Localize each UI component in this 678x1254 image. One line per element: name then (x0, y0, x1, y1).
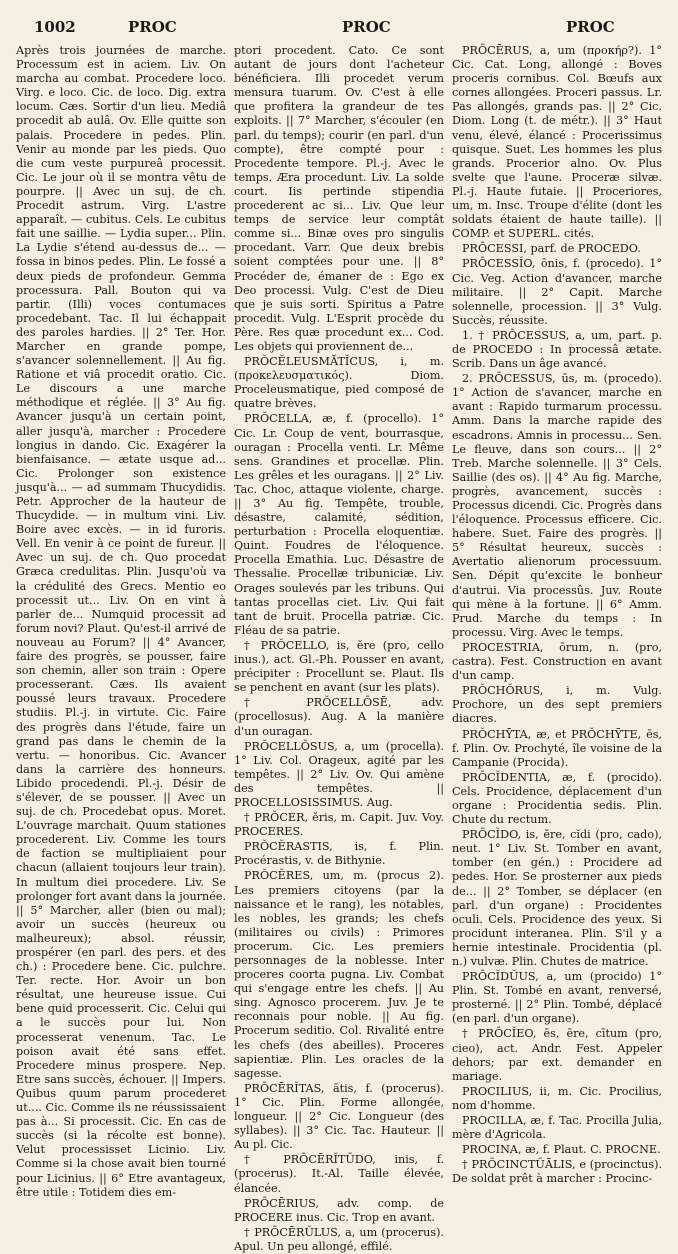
dictionary-entry: PRŎCHŎRUS, i, m. Vulg. Prochore, un des sept premiers diacres. (452, 684, 662, 726)
dictionary-entry: PRŌCĒRUS, a, um (προκήρ?). 1° Cic. Cat. Long, allongé : Boves proceris cornibus. Col. Bœufs aux cornes allongées. Proceri passus. Lr. Pas allongés, grands pas. || 2° Cic. Diom. Long (t. de métr.). || 3° Haut venu, élevé, élancé : Procerissimus quisque. Suet. Les hommes les plus grands. Procerior alno. Ov. Plus svelte que l'aune. Proceræ silvæ. Pl.-j. Haute futaie. || Proceriores, um, m. Insc. Troupe d'élite (dont les soldats étaient de haute taille). || COMP. et SUPERL. cités. (452, 44, 662, 241)
dictionary-entry: † PRŎCELLŌSĒ, adv. (procellosus). Aug. A la manière d'un ouragan. (234, 696, 444, 738)
column-right (452, 44, 662, 1186)
dictionary-entry: PRŌCĬDO, is, ĕre, cĭdi (pro, cado), neut. 1° Liv. St. Tomber en avant, tomber (en gén.) : Procidere ad pedes. Hor. Se prosterner aux pieds de... || 2° Tomber, se déplacer (en parl. d'un organe) : Procidentes oculi. Cels. Procidence des yeux. Si procidunt interanea. Plin. S'il y a hernie intestinale. Procidentia (pl. n.) vulvæ. Plin. Chutes de matrice. (452, 828, 662, 968)
dictionary-entry: PRŌCĒRIUS, adv. comp. de PROCERE inus. Cic. Trop en avant. (234, 1196, 444, 1224)
dictionary-entry: PRŎCĔLEUSMĂTĬCUS, i, m. (προκελευσματικός). Diom. Proceleusmatique, pied composé de quatre brèves. (234, 355, 444, 411)
running-head-center: PROC (342, 18, 391, 36)
running-head-left: PROC (128, 18, 177, 36)
running-head-right: PROC (566, 18, 615, 36)
dictionary-entry: PRŎCELLA, æ, f. (procello). 1° Cic. Lr. Coup de vent, bourrasque, ouragan : Procella venti. Lr. Même sens. Grandines et procellæ. Plin. Les grêles et les ouragans. || 2° Liv. Tac. Choc, attaque violente, charge. || 3° Au fig. Tempête, trouble, désastre, calamité, sédition, perturbation : Procella eloquentiæ. Quint. Foudres de l'éloquence. Procella Emathia. Luc. Désastre de Thessalie. Procellæ tribuniciæ. Liv. Orages soulevés par les tribuns. Qui tantas procellas ciet. Liv. Qui fait tant de bruit. Procella patriæ. Cic. Fléau de sa patrie. (234, 412, 444, 637)
dictionary-entry: PRŎCĔRASTIS, is, f. Plin. Procérastis, v. de Bithynie. (234, 840, 444, 868)
dictionary-entry: † PRŌCINCTŪĀLIS, e (procinctus). De soldat prêt à marcher : Procinc- (452, 1158, 662, 1186)
dictionary-entry: 1. † PRŌCESSUS, a, um, part. p. de PROCEDO : In processâ ætate. Scrib. Dans un âge avancé. (452, 328, 662, 371)
dictionary-entry: PRŎCĔRES, um, m. (procus 2). Les premiers citoyens (par la naissance et le rang), les notables, les nobles, les grands; les chefs (militaires ou civils) : Primores procerum. Cic. Les premiers personnages de la noblesse. Inter proceres coorta pugna. Liv. Combat qui s'engage entre les chefs. || Au sing. Agnosco procerem. Juv. Je te reconnais pour noble. || Au fig. Procerum seditio. Col. Rivalité entre les chefs (des abeilles). Proceres sapientiæ. Plin. Les oracles de la sagesse. (234, 869, 444, 1080)
dictionary-entry: PRŌCESSI, parf. de PROCEDO. (462, 242, 641, 256)
dictionary-entry: PRŌCĬDŬUS, a, um (procido) 1° Plin. St. Tombé en avant, renversé, prosterné. || 2° Plin. Tombé, déplacé (en parl. d'un organe). (452, 970, 662, 1026)
running-head (16, 18, 662, 40)
dictionary-entry: PROCILIUS, ii, m. Cic. Procilius, nom d'homme. (452, 1084, 662, 1112)
page-number: 1002 (34, 18, 76, 36)
dictionary-entry: 2. PRŌCESSUS, ūs, m. (procedo). 1° Action de s'avancer, marche en avant : Rapido turmarum processu. Amm. Dans la marche rapide des escadrons. Amnis in processu... Sen. Le fleuve, dans son cours... || 2° Treb. Marche solennelle. || 3° Cels. Saillie (des os). || 4° Au fig. Marche, progrès, avancement, succès : Processus dicendi. Cic. Progrès dans l'éloquence. Processus efficere. Cic. habere. Suet. Faire des progrès. || 5° Résultat heureux, succès : Avertatio alienorum processuum. Sen. Dépit qu'excite le bonheur d'autrui. Via processûs. Juv. Route qui mène à la fortune. || 6° Amm. Prud. Marche du temps : In processu. Virg. Avec le temps. (452, 372, 662, 639)
text-columns (16, 44, 662, 1253)
entry-text: Après trois journées de marche. Processum est in aciem. Liv. On marcha au combat. Procedere loco. Virg. e loco. Cic. de loco. Dig. extra locum. Cæs. Sortir d'un lieu. Mediâ procedit ab aulâ. Ov. Elle quitte son palais. Procedere in pedes. Plin. Venir au monde par les pieds. Quo die cum veste purpureâ processit. Cic. Le jour où il se montra vêtu de pourpre. || Avec un suj. de ch. Procedit astrum. Virg. L'astre apparaît. — cubitus. Cels. Le cubitus fait une saillie. — Lydia super... Plin. La Lydie s'étend au-dessus de... — fossa in binos pedes. Plin. Le fossé a deux pieds de profondeur. Gemma processura. Pall. Bouton qui va partir. (Illi) voces contumaces procedebant. Tac. Il lui échappait des paroles hardies. || 2° Ter. Hor. Marcher en grande pompe, s'avancer solennellement. || Au fig. Ratione et viâ procedit oratio. Cic. Le discours a une marche méthodique et réglée. || 3° Au fig. Avancer jusqu'à un certain point, aller jusqu'à, marcher : Procedere longius in dando. Cic. Exagérer la bienfaisance. — ætate usque ad... Cic. Prolonger son existence jusqu'à... — ad summam Thucydidis. Petr. Approcher de la hauteur de Thucydide. — in multum vini. Liv. Boire avec excès. — in id furoris. Vell. En venir à ce point de fureur. || Avec un suj. de ch. Quo procedat Græca credulitas. Plin. Jusqu'où va la crédulité des Grecs. Mentio eo processit ut... Liv. On en vint à parler de... Numquid processit ad forum novi? Plaut. Qu'est-il arrivé de nouveau au Forum? || 4° Avancer, faire des progrès, se pousser, faire son chemin, aller son train : Opere processerant. Cæs. Ils avaient poussé leurs travaux. Procedere studiis. Pl.-j. in virtute. Cic. Faire des progrès dans l'étude, faire un grand pas dans le chemin de la vertu. — honoribus. Cic. Avancer dans la carrière des honneurs. Libido procedendi. Pl.-j. Désir de s'élever, de se pousser. || Avec un suj. de ch. Procedebat opus. Moret. L'ouvrage marchait. Quum stationes procederent. Liv. Comme les tours de faction se multipliaient pour chacun (allaient toujours leur train). In multum diei procedere. Liv. Se prolonger fort avant dans la journée. || 5° Marcher, aller (bien ou mal); avoir un succès (heureux ou malheureux); absol. réussir, prospérer (en parl. des pers. et des ch.) : Procedere bene. Cic. pulchre. Ter. recte. Hor. Avoir un bon résultat, une heureuse issue. Cui bene quid processerit. Cic. Celui qui a le succès pour lui. Non processerat venenum. Tac. Le poison avait été sans effet. Procedere minus prospere. Nep. Etre sans succès, échouer. || Impers. Quibus quum parum procederet ut.... Cic. Comme ils ne réussissaient pas à... Si processit. Cic. En cas de succès (si la récolte est bonne). Velut processisset Licinio. Liv. Comme si la chose avait bien tourné pour Licinius. || 6° Etre avantageux, être utile : Totidem dies em- (16, 44, 226, 1199)
dictionary-entry: † PRŌCĒRŬLUS, a, um (procerus). Apul. Un peu allongé, effilé. (234, 1225, 444, 1253)
dictionary-entry: † PRŎCER, ĕris, m. Capit. Juv. Voy. PROCERES. (234, 811, 444, 839)
dictionary-entry: PRŌCĬDENTIA, æ, f. (procido). Cels. Procidence, déplacement d'un organe : Procidentia sedis. Plin. Chute du rectum. (452, 770, 662, 827)
dictionary-entry: PRŌCĒRĬTAS, ātis, f. (procerus). 1° Cic. Plin. Forme allongée, longueur. || 2° Cic. Longueur (des syllabes). || 3° Cic. Tac. Hauteur. || Au pl. Cic. (234, 1081, 444, 1152)
dictionary-entry: † PRŌCĒRĬTŪDO, inis, f. (procerus). It.-Al. Taille élevée, élancée. (234, 1153, 444, 1195)
dictionary-entry: PROCESTRIA, ōrum, n. (pro, castra). Fest. Construction en avant d'un camp. (452, 640, 662, 683)
dictionary-entry: † PRŎCELLO, is, ĕre (pro, cello inus.), act. Gl.-Ph. Pousser en avant, précipiter : Procellunt se. Plaut. Ils se penchent en avant (sur les plats). (234, 638, 444, 695)
entry-text: ptori procedent. Cato. Ce sont autant de jours dont l'acheteur bénéficiera. Illi procedet verum mensura tuarum. Ov. C'est à elle que profitera la grandeur de tes exploits. || 7° Marcher, s'écouler (en parl. du temps); courir (en parl. d'un compte), être compté pour : Procedente tempore. Pl.-j. Avec le temps. Æra procedunt. Liv. La solde court. Iis pertinde stipendia procederent ac si... Liv. Que leur temps de service leur comptât comme si... Binæ oves pro singulis procedant. Varr. Que deux brebis soient comptées pour une. || 8° Procéder de, émaner de : Ego ex Deo processi. Vulg. C'est de Dieu que je suis sorti. Spiritus a Patre procedit. Vulg. L'Esprit procède du Père. Res quæ procedunt ex... Cod. Les objets qui proviennent de... (234, 44, 444, 353)
column-left (16, 44, 226, 1199)
dictionary-entry: PRŎCELLŌSUS, a, um (procella). 1° Liv. Col. Orageux, agité par les tempêtes. || 2° Liv. Ov. Qui amène des tempêtes. || PROCELLOSISSIMUS. Aug. (234, 739, 444, 809)
column-middle (234, 44, 444, 1253)
dictionary-entry: PROCINA, æ, f. Plaut. C. PROCNE. (462, 1143, 661, 1157)
dictionary-entry: PROCILLA, æ, f. Tac. Procilla Julia, mère d'Agricola. (452, 1114, 662, 1142)
dictionary-entry: PRŎCHȲTA, æ, et PRŎCHȲTE, ēs, f. Plin. Ov. Prochyté, île voisine de la Campanie (Procida). (452, 727, 662, 769)
dictionary-entry: PRŌCESSĬO, ōnis, f. (procedo). 1° Cic. Veg. Action d'avancer, marche militaire. || 2° Capit. Marche solennelle, procession. || 3° Vulg. Succès, réussite. (452, 257, 662, 327)
dictionary-entry: † PRŌCĬEO, ēs, ēre, cītum (pro, cieo), act. Andr. Fest. Appeler dehors; par ext. demander en mariage. (452, 1027, 662, 1083)
